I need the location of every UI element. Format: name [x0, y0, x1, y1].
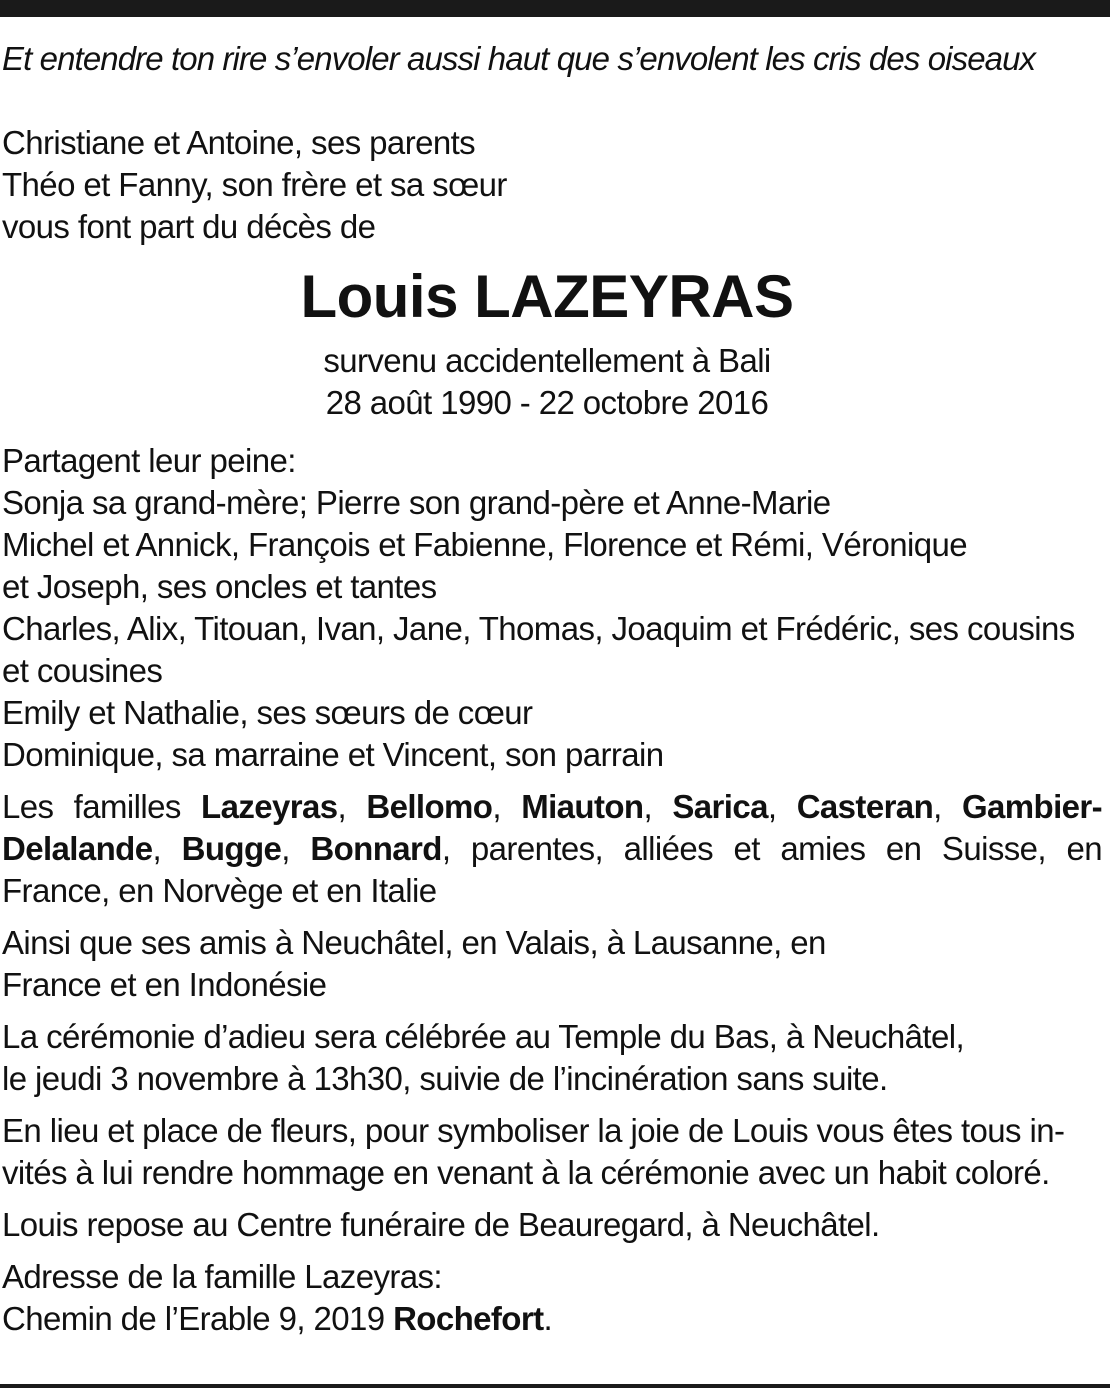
friends-line: France et en Indonésie	[2, 966, 327, 1003]
families-suffix: , parentes, alliées et amies en Suisse, en France, en Norvège et en Italie	[2, 830, 1102, 909]
mourner-line: Sonja sa grand-mère; Pierre son grand-père et Anne-Marie	[2, 484, 831, 521]
circumstance-block	[0, 340, 1102, 424]
deceased-name: Louis LAZEYRAS	[300, 263, 794, 330]
families-prefix: Les familles	[2, 788, 202, 825]
circumstance: survenu accidentellement à Bali	[323, 342, 771, 379]
friends	[2, 922, 1102, 1006]
life-dates: 28 août 1990 - 22 octobre 2016	[325, 384, 769, 421]
address-heading: Adresse de la famille Lazeyras:	[2, 1258, 442, 1295]
family-address	[2, 1256, 1102, 1340]
top-rule	[0, 0, 1110, 17]
repose-notice: Louis repose au Centre funéraire de Beauregard, à Neuchâtel.	[2, 1206, 880, 1243]
announcers	[2, 122, 1102, 248]
mourner-line: Michel et Annick, François et Fabienne, Florence et Rémi, Véronique	[2, 526, 967, 563]
announcer-line: Christiane et Antoine, ses parents	[2, 124, 476, 161]
obituary	[2, 38, 1102, 1340]
family-name: Bellomo	[366, 788, 493, 825]
family-name: Sarica	[672, 788, 768, 825]
friends-line: Ainsi que ses amis à Neuchâtel, en Valais, à Lausanne, en	[2, 924, 826, 961]
announcer-line: vous font part du décès de	[2, 208, 376, 245]
mourner-line: et cousines	[2, 652, 163, 689]
address-line: Chemin de l’Erable 9, 2019 Rochefort.	[2, 1300, 553, 1337]
family-name: Gambier-Delalande	[2, 788, 1103, 867]
ceremony-line: le jeudi 3 novembre à 13h30, suivie de l’incinération sans suite.	[2, 1060, 888, 1097]
flowers-notice	[2, 1110, 1102, 1194]
family-name: Casteran	[796, 788, 934, 825]
announcer-line: Théo et Fanny, son frère et sa sœur	[2, 166, 507, 203]
families-paragraph: Les familles Lazeyras, Bellomo, Miauton, Sarica, Casteran, Gambier-Delalande, Bugge, Bonnard, parentes, alliées et amies en Suisse, en France, en Norvège et en Italie	[2, 788, 1103, 909]
mourners-heading: Partagent leur peine:	[2, 442, 296, 479]
ceremony-line: La cérémonie d’adieu sera célébrée au Temple du Bas, à Neuchâtel,	[2, 1018, 965, 1055]
address-city: Rochefort	[393, 1300, 544, 1337]
family-name: Bonnard	[310, 830, 442, 867]
flowers-line: En lieu et place de fleurs, pour symboliser la joie de Louis vous êtes tous in-	[2, 1112, 1065, 1149]
address-street: Chemin de l’Erable 9, 2019	[2, 1300, 394, 1337]
family-name: Lazeyras	[201, 788, 338, 825]
mourner-line: Charles, Alix, Titouan, Ivan, Jane, Thomas, Joaquim et Frédéric, ses cousins	[2, 610, 1075, 647]
family-name: Miauton	[521, 788, 644, 825]
bottom-rule	[0, 1384, 1110, 1388]
mourner-line: et Joseph, ses oncles et tantes	[2, 568, 437, 605]
flowers-line: vités à lui rendre hommage en venant à la cérémonie avec un habit coloré.	[2, 1154, 1050, 1191]
mourners	[2, 440, 1102, 776]
mourner-line: Dominique, sa marraine et Vincent, son parrain	[2, 736, 664, 773]
family-name: Bugge	[181, 830, 282, 867]
mourner-line: Emily et Nathalie, ses sœurs de cœur	[2, 694, 533, 731]
ceremony	[2, 1016, 1102, 1100]
epigraph: Et entendre ton rire s’envoler aussi haut que s’envolent les cris des oiseaux	[2, 40, 1036, 77]
